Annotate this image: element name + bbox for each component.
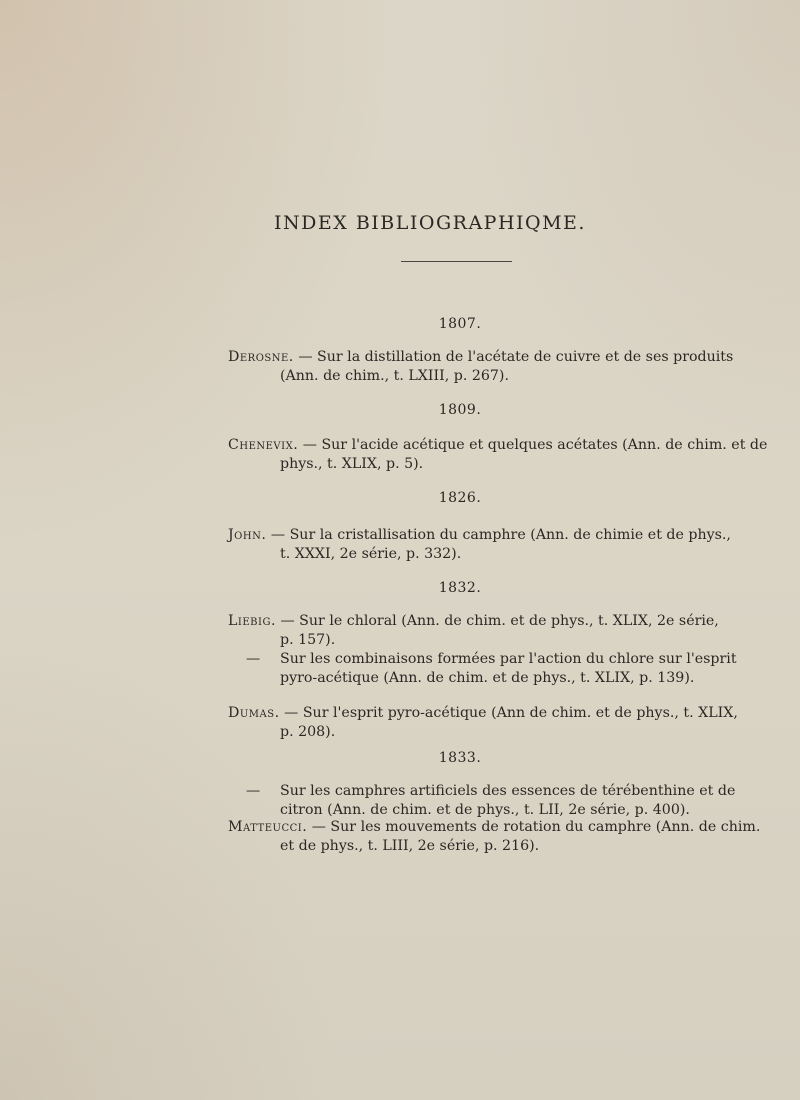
entry-author: Chenevix. [228, 437, 299, 453]
bib-entry-john [228, 526, 731, 563]
bib-entry-dumas [228, 704, 738, 741]
entry-author: Matteucci. [228, 819, 308, 835]
entry-line [228, 436, 768, 455]
entry-line: citron (Ann. de chim. et de phys., t. LII, 2e série, p. 400). [280, 801, 690, 818]
entry-author: Dumas. [228, 705, 280, 721]
ditto-dash: — [246, 783, 261, 799]
entry-text: — Sur le chloral (Ann. de chim. et de phys., t. XLIX, 2e série, [280, 613, 719, 629]
entry-line [228, 612, 719, 631]
entry-line: p. 208). [280, 723, 336, 740]
year-heading-1807: 1807. [438, 316, 482, 332]
bib-entry-matteucci [228, 818, 761, 855]
entry-line [228, 526, 731, 545]
year-heading-1833: 1833. [438, 750, 482, 766]
entry-text: Sur les combinaisons formées par l'action du chlore sur l'esprit [280, 651, 737, 667]
year-heading-1809: 1809. [438, 402, 482, 418]
bib-entry-liebig-ditto [228, 650, 737, 687]
year-heading-1826: 1826. [438, 490, 482, 506]
entry-text: Sur les camphres artificiels des essences de térébenthine et de [280, 783, 736, 799]
entry-author: Liebig. [228, 613, 276, 629]
entry-line: et de phys., t. LIII, 2e série, p. 216). [280, 837, 540, 854]
entry-text: — Sur la distillation de l'acétate de cuivre et de ses produits [298, 349, 734, 365]
entry-line [228, 818, 761, 837]
bib-entry-chenevix [228, 436, 768, 473]
ditto-dash: — [246, 651, 261, 667]
bib-entry-derosne [228, 348, 734, 385]
year-heading-1832: 1832. [438, 580, 482, 596]
entry-line: p. 157). [280, 631, 336, 648]
entry-text: — Sur la cristallisation du camphre (Ann. de chimie et de phys., [270, 527, 731, 543]
entry-line: t. XXXI, 2e série, p. 332). [280, 545, 462, 562]
entry-line [228, 782, 736, 801]
page-title: INDEX BIBLIOGRAPHIQME. [274, 212, 586, 234]
entry-line: pyro-acétique (Ann. de chim. et de phys., t. XLIX, p. 139). [280, 669, 695, 686]
entry-author: John. [228, 527, 267, 543]
entry-line: (Ann. de chim., t. LXIII, p. 267). [280, 367, 509, 384]
bib-entry-liebig [228, 612, 719, 649]
entry-text: — Sur les mouvements de rotation du camphre (Ann. de chim. [311, 819, 761, 835]
bib-entry-dumas-ditto [228, 782, 736, 819]
entry-line [228, 348, 734, 367]
entry-text: — Sur l'acide acétique et quelques acétates (Ann. de chim. et de [302, 437, 768, 453]
title-rule [401, 261, 512, 262]
entry-line [228, 704, 738, 723]
entry-line: phys., t. XLIX, p. 5). [280, 455, 424, 472]
entry-text: — Sur l'esprit pyro-acétique (Ann de chim. et de phys., t. XLIX, [284, 705, 738, 721]
entry-author: Derosne. [228, 349, 294, 365]
entry-line [228, 650, 737, 669]
